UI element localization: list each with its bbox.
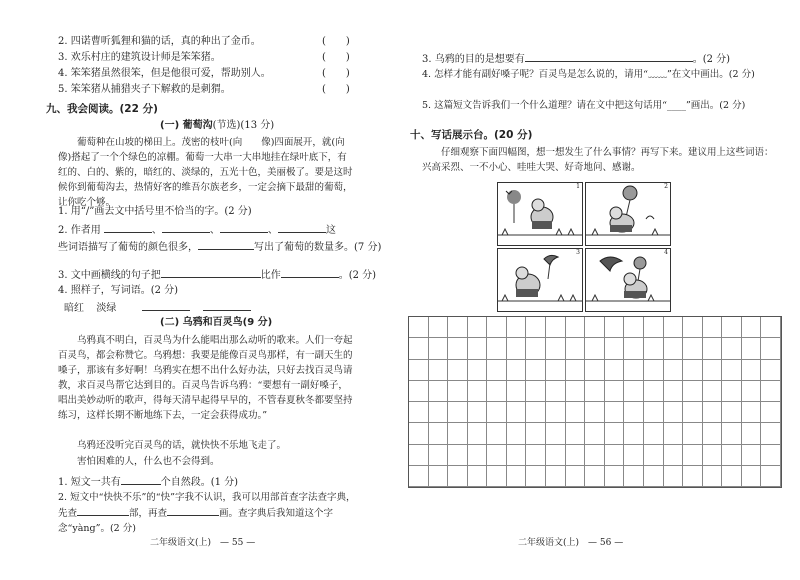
p1-q4-words: [64, 300, 251, 316]
grid-cell[interactable]: [664, 402, 684, 423]
grid-cell[interactable]: [448, 466, 468, 487]
grid-cell[interactable]: [624, 402, 644, 423]
grid-cell[interactable]: [624, 445, 644, 466]
grid-cell[interactable]: [585, 381, 605, 402]
grid-cell[interactable]: [585, 317, 605, 338]
grid-cell[interactable]: [448, 381, 468, 402]
p1-question-2-line2: [58, 239, 381, 255]
grid-cell[interactable]: [683, 360, 703, 381]
grid-cell[interactable]: [566, 338, 586, 359]
grid-cell[interactable]: [409, 338, 429, 359]
grid-cell[interactable]: [644, 402, 664, 423]
comic-panel-1: [497, 182, 583, 246]
grid-cell[interactable]: [722, 402, 742, 423]
section-9-title: 九、我会阅读。(22 分): [46, 103, 158, 115]
grid-cell[interactable]: [546, 360, 566, 381]
grid-cell[interactable]: [644, 423, 664, 444]
judge-q5: 5. 笨笨猪从捕猎夹子下解救的是刺猬。: [58, 84, 231, 95]
p1-question-3: [58, 267, 376, 283]
grid-cell[interactable]: [664, 338, 684, 359]
grid-cell[interactable]: [722, 423, 742, 444]
p1-question-1: 1. 用“/”画去文中括号里不恰当的字。(2 分): [58, 206, 252, 217]
right-page: [400, 0, 800, 580]
grid-cell[interactable]: [448, 338, 468, 359]
grid-cell[interactable]: [409, 381, 429, 402]
grid-cell[interactable]: [664, 423, 684, 444]
grid-cell[interactable]: [664, 445, 684, 466]
grid-cell[interactable]: [742, 317, 762, 338]
answer-paren[interactable]: ( ): [322, 36, 350, 47]
grid-cell[interactable]: [448, 445, 468, 466]
grid-cell[interactable]: [761, 317, 781, 338]
grid-cell[interactable]: [683, 445, 703, 466]
p2-q1-text-a: 1. 短文一共有: [58, 477, 121, 488]
grid-cell[interactable]: [546, 402, 566, 423]
grid-cell[interactable]: [409, 423, 429, 444]
p1-q2-text-d: 写出了葡萄的数量多。(7 分): [254, 242, 382, 253]
grid-cell[interactable]: [526, 338, 546, 359]
grid-cell[interactable]: [664, 360, 684, 381]
grid-cell[interactable]: [683, 423, 703, 444]
p2-question-4: 4. 怎样才能有副好嗓子呢？百灵鸟是怎么说的，请用“﹏﹏”在文中画出。(2 分): [422, 69, 755, 80]
passage2-text: 乌鸦真不明白，百灵鸟为什么能唱出那么动听的歌来。人们一夸起百灵鸟，都会称赞它。乌鸦想：我要是能像百灵鸟那样，有一副天生的嗓子，那该有多好啊！乌鸦实在想不出什么好办法，只好去找百灵鸟请教，求百灵鸟帮它达到目的。百灵鸟告诉乌鸦：“要想有一副好嗓子，唱出美妙动听的歌声，得每天清早起得早早的，不管春夏秋冬都要坚持练习，这样长期不断地练下去，一定会获得成功。”: [58, 335, 353, 421]
answer-blank[interactable]: [121, 474, 161, 485]
grid-cell[interactable]: [566, 402, 586, 423]
p1-question-4: 4. 照样子，写词语。(2 分): [58, 285, 179, 296]
p1-q3-text-b: 比作: [260, 270, 281, 281]
grid-cell[interactable]: [703, 317, 723, 338]
grid-cell[interactable]: [761, 466, 781, 487]
grid-cell[interactable]: [761, 445, 781, 466]
panel-number: 4: [664, 249, 668, 256]
grid-cell[interactable]: [742, 445, 762, 466]
answer-blank[interactable]: [142, 300, 190, 311]
grid-cell[interactable]: [605, 423, 625, 444]
grid-cell[interactable]: [585, 445, 605, 466]
passage1-text: 葡萄种在山坡的梯田上。茂密的枝叶(向 像)四面展开，就(向 像)搭起了一个个绿色的凉棚。葡萄一大串一大串地挂在绿叶底下，有红的、白的、紫的，暗红的、淡绿的，五光十色，美丽极了。要是这时候你到葡萄沟去，热情好客的维吾尔族老乡，一定会摘下最甜的葡萄，让你吃个够。: [58, 137, 364, 208]
passage1-title: [160, 119, 274, 133]
grid-cell[interactable]: [703, 338, 723, 359]
grid-cell[interactable]: [742, 466, 762, 487]
grid-cell[interactable]: [722, 317, 742, 338]
answer-blank[interactable]: [198, 239, 254, 250]
grid-cell[interactable]: [605, 360, 625, 381]
grid-cell[interactable]: [487, 466, 507, 487]
grid-cell[interactable]: [526, 423, 546, 444]
grid-cell[interactable]: [448, 423, 468, 444]
grid-cell[interactable]: [566, 423, 586, 444]
grid-cell[interactable]: [468, 381, 488, 402]
example-word-2: 淡绿: [96, 303, 117, 314]
answer-blank[interactable]: [278, 222, 326, 233]
grid-cell[interactable]: [761, 381, 781, 402]
panel-number: 1: [576, 183, 580, 190]
grid-cell[interactable]: [448, 317, 468, 338]
grid-cell[interactable]: [761, 360, 781, 381]
example-word-1: 暗红: [64, 303, 84, 314]
passage2-text-3: 害怕困难的人，什么也不会得到。: [77, 456, 220, 467]
p2-question-3: [422, 51, 730, 67]
p2-q2-text-c: 画。查字典后我知道这个字念“yàng”。(2 分): [58, 508, 334, 534]
panel-number: 2: [664, 183, 668, 190]
grid-cell[interactable]: [507, 423, 527, 444]
answer-blank[interactable]: [161, 267, 261, 278]
grid-cell[interactable]: [585, 402, 605, 423]
p2-q3-text-a: 3. 乌鸦的目的是想要有: [422, 54, 525, 65]
grid-cell[interactable]: [409, 466, 429, 487]
grid-cell[interactable]: [468, 317, 488, 338]
grid-cell[interactable]: [585, 360, 605, 381]
grid-cell[interactable]: [566, 466, 586, 487]
answer-blank[interactable]: [77, 505, 129, 516]
grid-cell[interactable]: [526, 360, 546, 381]
grid-cell[interactable]: [468, 466, 488, 487]
grid-cell[interactable]: [409, 317, 429, 338]
answer-blank[interactable]: [203, 300, 251, 311]
grid-cell[interactable]: [605, 445, 625, 466]
writing-grid[interactable]: [408, 316, 782, 488]
grid-cell[interactable]: [429, 423, 449, 444]
grid-cell[interactable]: [664, 466, 684, 487]
p2-q2-text-a: 2. 短文中“快快不乐”的“快”字我不认识，我可以用部首查字法查字典，先查: [58, 492, 356, 519]
grid-cell[interactable]: [409, 402, 429, 423]
p2-question-2: [58, 490, 358, 536]
grid-cell[interactable]: [526, 445, 546, 466]
p1-q3-text-a: 3. 文中画横线的句子把: [58, 270, 161, 281]
grid-cell[interactable]: [487, 402, 507, 423]
grid-cell[interactable]: [507, 402, 527, 423]
grid-cell[interactable]: [683, 338, 703, 359]
grid-cell[interactable]: [566, 360, 586, 381]
grid-cell[interactable]: [722, 466, 742, 487]
grid-cell[interactable]: [507, 381, 527, 402]
grid-cell[interactable]: [703, 360, 723, 381]
grid-cell[interactable]: [703, 466, 723, 487]
grid-cell[interactable]: [605, 466, 625, 487]
judge-q2: 2. 四诺曹听狐狸和猫的话，真的种出了金币。: [58, 36, 261, 47]
grid-cell[interactable]: [722, 445, 742, 466]
grid-cell[interactable]: [507, 445, 527, 466]
grid-cell[interactable]: [526, 466, 546, 487]
passage2-title: (二) 乌鸦和百灵鸟(9 分): [160, 317, 273, 328]
grid-cell[interactable]: [526, 402, 546, 423]
comic-illustration-3: [498, 249, 582, 311]
grid-cell[interactable]: [468, 402, 488, 423]
comic-illustration-4: [586, 249, 670, 311]
grid-cell[interactable]: [487, 381, 507, 402]
grid-cell[interactable]: [742, 381, 762, 402]
grid-cell[interactable]: [468, 338, 488, 359]
page-footer-55: 二年级语文(上) — 55 —: [150, 538, 256, 548]
grid-cell[interactable]: [761, 423, 781, 444]
answer-blank[interactable]: [281, 267, 339, 278]
grid-cell[interactable]: [429, 466, 449, 487]
grid-cell[interactable]: [546, 317, 566, 338]
passage1-title-main: (一) 葡萄沟: [160, 120, 213, 131]
grid-cell[interactable]: [468, 360, 488, 381]
grid-cell[interactable]: [566, 317, 586, 338]
grid-cell[interactable]: [742, 338, 762, 359]
grid-cell[interactable]: [507, 466, 527, 487]
grid-cell[interactable]: [429, 338, 449, 359]
comic-panel-4: [585, 248, 671, 312]
passage1-title-note: (节选)(13 分): [212, 120, 275, 131]
grid-cell[interactable]: [605, 381, 625, 402]
comic-panel-2: [585, 182, 671, 246]
comic-panel-3: [497, 248, 583, 312]
grid-cell[interactable]: [644, 445, 664, 466]
grid-cell[interactable]: [742, 402, 762, 423]
grid-cell[interactable]: [703, 423, 723, 444]
grid-cell[interactable]: [566, 381, 586, 402]
grid-cell[interactable]: [683, 381, 703, 402]
grid-cell[interactable]: [429, 402, 449, 423]
grid-cell[interactable]: [487, 423, 507, 444]
grid-cell[interactable]: [429, 360, 449, 381]
p2-question-1: [58, 474, 238, 490]
p1-q2-text-b: 这: [325, 225, 336, 236]
p1-q2-text-a: 2. 作者用: [58, 225, 101, 236]
grid-cell[interactable]: [644, 360, 664, 381]
grid-cell[interactable]: [644, 466, 664, 487]
grid-cell[interactable]: [742, 423, 762, 444]
grid-cell[interactable]: [546, 423, 566, 444]
grid-cell[interactable]: [487, 317, 507, 338]
grid-cell[interactable]: [566, 445, 586, 466]
p2-q3-text-b: 。(2 分): [692, 54, 731, 65]
grid-cell[interactable]: [624, 423, 644, 444]
p2-q1-text-b: 个自然段。(1 分): [160, 477, 239, 488]
grid-cell[interactable]: [429, 445, 449, 466]
grid-cell[interactable]: [742, 360, 762, 381]
grid-cell[interactable]: [468, 423, 488, 444]
grid-cell[interactable]: [664, 317, 684, 338]
p1-question-2-line1: 2. 作者用 、 、 、 这: [58, 222, 336, 238]
p2-question-5: 5. 这篇短文告诉我们一个什么道理？请在文中把这句话用“____”画出。(2 分): [422, 100, 746, 111]
grid-cell[interactable]: [683, 466, 703, 487]
grid-cell[interactable]: [683, 402, 703, 423]
answer-paren[interactable]: ( ): [322, 68, 350, 79]
grid-cell[interactable]: [585, 423, 605, 444]
grid-cell[interactable]: [429, 317, 449, 338]
answer-paren[interactable]: ( ): [322, 84, 350, 95]
grid-cell[interactable]: [409, 445, 429, 466]
grid-cell[interactable]: [761, 338, 781, 359]
p1-q2-text-c: 些词语描写了葡萄的颜色很多，: [58, 242, 198, 253]
answer-blank[interactable]: [167, 505, 219, 516]
grid-cell[interactable]: [624, 360, 644, 381]
grid-cell[interactable]: [487, 360, 507, 381]
p1-q3-text-c: 。(2 分): [338, 270, 377, 281]
grid-cell[interactable]: [468, 445, 488, 466]
panel-number: 3: [576, 249, 580, 256]
grid-cell[interactable]: [507, 317, 527, 338]
judge-q4: 4. 笨笨猪虽然很笨，但是他很可爱，帮助别人。: [58, 68, 271, 79]
comic-illustration-2: [586, 183, 670, 245]
answer-blank[interactable]: [104, 222, 152, 233]
answer-blank[interactable]: [525, 51, 693, 62]
grid-cell[interactable]: [703, 445, 723, 466]
passage2-text-2: 乌鸦还没听完百灵鸟的话，就快快不乐地飞走了。: [77, 440, 287, 451]
grid-cell[interactable]: [507, 338, 527, 359]
grid-cell[interactable]: [644, 317, 664, 338]
grid-cell[interactable]: [487, 445, 507, 466]
grid-cell[interactable]: [546, 381, 566, 402]
grid-cell[interactable]: [605, 338, 625, 359]
grid-cell[interactable]: [605, 402, 625, 423]
grid-cell[interactable]: [409, 360, 429, 381]
grid-cell[interactable]: [487, 338, 507, 359]
p2-q2-text-b: 部，再查: [129, 508, 168, 519]
answer-blank[interactable]: [220, 222, 268, 233]
grid-cell[interactable]: [624, 381, 644, 402]
grid-cell[interactable]: [683, 317, 703, 338]
answer-blank[interactable]: [162, 222, 210, 233]
grid-cell[interactable]: [624, 338, 644, 359]
grid-cell[interactable]: [644, 338, 664, 359]
grid-cell[interactable]: [722, 360, 742, 381]
grid-cell[interactable]: [526, 317, 546, 338]
grid-cell[interactable]: [605, 317, 625, 338]
grid-cell[interactable]: [546, 338, 566, 359]
grid-cell[interactable]: [722, 338, 742, 359]
grid-cell[interactable]: [585, 338, 605, 359]
grid-cell[interactable]: [448, 360, 468, 381]
grid-cell[interactable]: [624, 466, 644, 487]
grid-cell[interactable]: [585, 466, 605, 487]
comic-illustration-1: [498, 183, 582, 245]
grid-cell[interactable]: [624, 317, 644, 338]
grid-cell[interactable]: [664, 381, 684, 402]
writing-prompt: 仔细观察下面四幅图，想一想发生了什么事情？再写下来。建议用上这些词语：兴高采烈、一不小心、哇哇大哭、好奇地问、感谢。: [422, 147, 774, 173]
grid-cell[interactable]: [644, 381, 664, 402]
grid-cell[interactable]: [507, 360, 527, 381]
page-footer-56: 二年级语文(上) — 56 —: [518, 538, 624, 548]
grid-cell[interactable]: [703, 381, 723, 402]
grid-cell[interactable]: [546, 466, 566, 487]
grid-cell[interactable]: [703, 402, 723, 423]
grid-cell[interactable]: [722, 381, 742, 402]
grid-cell[interactable]: [526, 381, 546, 402]
grid-cell[interactable]: [448, 402, 468, 423]
judge-q3: 3. 欢乐村庄的建筑设计师是笨笨猪。: [58, 52, 221, 63]
answer-paren[interactable]: ( ): [322, 52, 350, 63]
grid-cell[interactable]: [429, 381, 449, 402]
section-10-title: 十、写话展示台。(20 分): [410, 129, 533, 141]
grid-cell[interactable]: [761, 402, 781, 423]
grid-cell[interactable]: [546, 445, 566, 466]
